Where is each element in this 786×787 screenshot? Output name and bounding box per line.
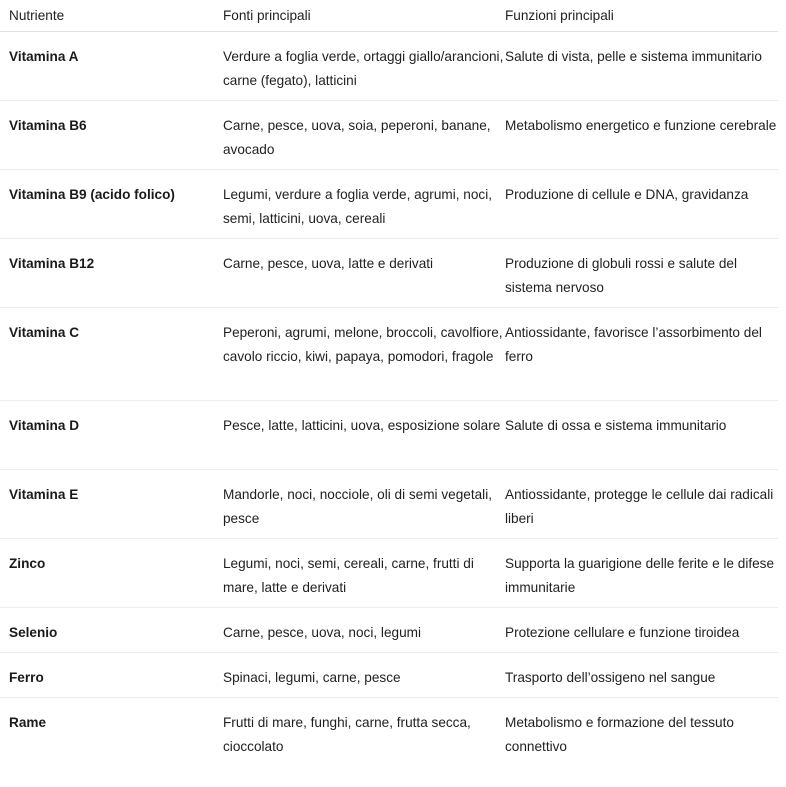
nutrient-cell: Selenio bbox=[0, 608, 222, 653]
nutrient-cell: Vitamina C bbox=[0, 308, 222, 401]
functions-cell: Antiossidante, favorisce l’assorbimento del ferro bbox=[504, 308, 778, 401]
nutrient-cell: Vitamina B9 (acido folico) bbox=[0, 170, 222, 239]
functions-cell: Salute di ossa e sistema immunitario bbox=[504, 401, 778, 470]
functions-cell: Protezione cellulare e funzione tiroidea bbox=[504, 608, 778, 653]
nutrient-cell: Vitamina A bbox=[0, 32, 222, 101]
sources-cell: Legumi, verdure a foglia verde, agrumi, noci, semi, latticini, uova, cereali bbox=[222, 170, 504, 239]
table-row bbox=[0, 539, 778, 608]
sources-cell: Pesce, latte, latticini, uova, esposizione solare bbox=[222, 401, 504, 470]
table-row bbox=[0, 308, 778, 401]
nutrient-cell: Vitamina D bbox=[0, 401, 222, 470]
sources-cell: Carne, pesce, uova, latte e derivati bbox=[222, 239, 504, 308]
table-row bbox=[0, 698, 778, 767]
functions-cell: Produzione di cellule e DNA, gravidanza bbox=[504, 170, 778, 239]
table-header bbox=[0, 0, 778, 32]
table-row bbox=[0, 653, 778, 698]
functions-cell: Metabolismo e formazione del tessuto connettivo bbox=[505, 715, 734, 754]
table-row bbox=[0, 401, 778, 470]
table-row bbox=[0, 101, 778, 170]
functions-cell: Supporta la guarigione delle ferite e le difese immunitarie bbox=[504, 539, 778, 608]
nutrient-cell: Ferro bbox=[0, 653, 222, 698]
sources-cell: Mandorle, noci, nocciole, oli di semi vegetali, pesce bbox=[222, 470, 504, 539]
functions-cell: Antiossidante, protegge le cellule dai radicali liberi bbox=[504, 470, 778, 539]
table-body bbox=[0, 32, 778, 767]
nutrient-cell: Vitamina E bbox=[0, 470, 222, 539]
sources-cell: Peperoni, agrumi, melone, broccoli, cavolfiore, cavolo riccio, kiwi, papaya, pomodori, fragole bbox=[222, 308, 504, 401]
functions-cell: Produzione di globuli rossi e salute del sistema nervoso bbox=[504, 239, 778, 308]
nutrient-cell: Vitamina B6 bbox=[0, 101, 222, 170]
nutrient-cell: Vitamina B12 bbox=[0, 239, 222, 308]
functions-cell: Salute di vista, pelle e sistema immunitario bbox=[504, 32, 778, 101]
table-row bbox=[0, 608, 778, 653]
nutrient-cell: Zinco bbox=[0, 539, 222, 608]
header-row bbox=[0, 0, 778, 32]
table-row bbox=[0, 470, 778, 539]
header-nutrient: Nutriente bbox=[0, 0, 222, 32]
table-row bbox=[0, 32, 778, 101]
sources-cell: Carne, pesce, uova, soia, peperoni, banane, avocado bbox=[222, 101, 504, 170]
sources-cell: Spinaci, legumi, carne, pesce bbox=[222, 653, 504, 698]
table-row bbox=[0, 239, 778, 308]
sources-cell: Verdure a foglia verde, ortaggi giallo/arancioni, carne (fegato), latticini bbox=[222, 32, 504, 101]
sources-cell: Frutti di mare, funghi, carne, frutta secca, cioccolato bbox=[223, 715, 471, 754]
header-sources: Fonti principali bbox=[222, 0, 504, 32]
header-functions: Funzioni principali bbox=[504, 0, 778, 32]
functions-cell: Metabolismo energetico e funzione cerebrale bbox=[504, 101, 778, 170]
sources-cell: Carne, pesce, uova, noci, legumi bbox=[222, 608, 504, 653]
table-row bbox=[0, 170, 778, 239]
nutrient-cell: Rame bbox=[9, 715, 47, 730]
sources-cell: Legumi, noci, semi, cereali, carne, frutti di mare, latte e derivati bbox=[222, 539, 504, 608]
functions-cell: Trasporto dell’ossigeno nel sangue bbox=[504, 653, 778, 698]
